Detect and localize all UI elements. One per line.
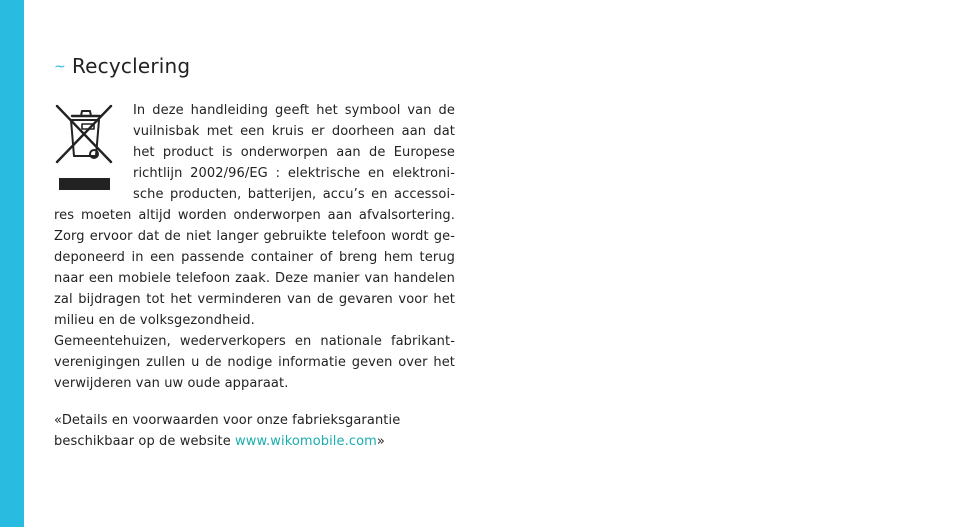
warranty-note bbox=[54, 410, 455, 452]
website-link[interactable]: www.wikomobile.com bbox=[235, 434, 377, 449]
left-accent-bar bbox=[0, 0, 24, 527]
recycling-section bbox=[54, 52, 455, 452]
body-paragraph-2: Gemeentehuizen, wederverkopers en nationale fabrikant-verenigingen zullen u de nodige informatie geven over het verwijderen van uw oude apparaat. bbox=[54, 334, 455, 391]
heading-tilde: ~ bbox=[54, 59, 66, 75]
section-title: Recyclering bbox=[71, 54, 191, 78]
warranty-suffix: » bbox=[376, 434, 385, 449]
crossed-out-wheelie-bin-icon bbox=[54, 102, 116, 192]
body-paragraph-1: In deze handleiding geeft het symbool van de vuilnisbak met een kruis er doorheen aan dat het product is onderworpen aan de Europese richtlijn 2002/96/EG : elektrische en elektroni-sche producten, batterijen, accu’s en accessoi-res moeten altijd worden onderworpen aan afvalsortering. Zorg ervoor dat de niet langer gebruikte telefoon wordt ge-deponeerd in een passende container of breng hem terug naar een mobiele telefoon zaak. Deze manier van handelen zal bijdragen tot het verminderen van de gevaren voor het milieu en de volksgezondheid. bbox=[54, 103, 455, 328]
section-heading bbox=[54, 52, 455, 81]
warranty-prefix: «Details en voorwaarden voor onze fabrieksgarantie beschikbaar op de website bbox=[54, 413, 401, 449]
section-body bbox=[54, 100, 455, 452]
